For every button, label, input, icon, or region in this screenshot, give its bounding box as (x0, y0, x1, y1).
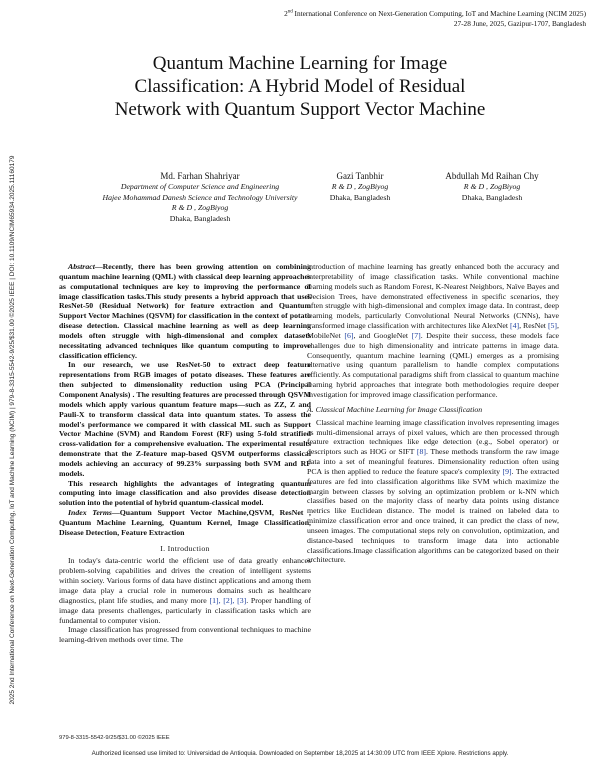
author-name: Md. Farhan Shahriyar (160, 171, 240, 181)
body-paragraph (307, 262, 559, 400)
citation-link[interactable]: [4] (510, 321, 520, 331)
author-name: Abdullah Md Raihan Chy (445, 171, 539, 181)
body-text: , ResNet (519, 321, 548, 331)
conference-number: 2 (284, 9, 288, 18)
title-line-2: Classification: A Hybrid Model of Residual (134, 76, 466, 97)
body-text: . These methods transform the raw image data into a set of meaningful features. Dimensionality reduction often using PCA is then applied to reduce the feature space's complexity (307, 447, 559, 476)
left-column (59, 262, 311, 645)
body-text: Classical machine learning image classification involves representing images as multi-dimensional arrays of pixel values, which are then processed through feature extraction techniques like edge detection (e.g., Sobel operator) or descriptors such as HOG or SIFT (307, 417, 559, 457)
citation-link[interactable]: [6] (344, 330, 354, 340)
author-location: Dhaka, Bangladesh (329, 192, 391, 202)
author-location: Dhaka, Bangladesh (169, 213, 231, 223)
abstract-text: —Recently, there has been growing attention on combining quantum machine learning (QML) with classical deep learning approaches as computational techniques are key to improving the performance of image classification tasks.This study presents a hybrid approach that uses ResNet-50 (Residual Network) for feature extraction and Quantum Support Vector Machines (QSVM) for classification in the context of potato disease detection. Classical machine learning as well as deep learning models often struggle with high-dimensional and complex datasets necessitating advanced techniques like quantum computing to improve classification efficiency. (59, 262, 311, 360)
author-location: Dhaka, Bangladesh (461, 192, 523, 202)
author-affiliation: R & D , ZogBiyog (463, 182, 521, 191)
citation-link[interactable]: [7] (411, 330, 421, 340)
paper-title (40, 52, 560, 121)
index-terms (59, 508, 311, 538)
right-column (307, 262, 559, 565)
body-text: . Despite their success, these models face challenges due to high dimensionality and intricate patterns in image data. Consequently, quantum machine learning (QML) emerges as a promising alternative using quantum parallelism to handle complex computations efficiently. As computational paradigms shift from classical to quantum machine learning hybrid approaches that integrate both methodologies require deeper investigation for improved image classification performance. (307, 330, 560, 399)
title-line-3: Network with Quantum Support Vector Machine (114, 99, 486, 120)
author-name: Gazi Tanbhir (336, 171, 384, 181)
body-paragraph (307, 418, 559, 566)
body-text: introduction of machine learning has greatly enhanced both the accuracy and interpretability of image classification tasks. While conventional machine learning models such as Random Forest, K-Nearest Neighbors, Naïve Bayes and Decision Trees, have demonstrated effectiveness in specific scenarios, they often struggle with high-dimensional and complex image data. In contrast, deep learning models, particularly Convolutional Neural Networks (CNNs), have transformed image classification with architectures like AlexNet (307, 262, 559, 331)
subsection-heading: A. Classical Machine Learning for Image Classification (307, 404, 483, 414)
citation-link[interactable]: [8] (416, 447, 426, 457)
section-heading: I. Introduction (160, 543, 210, 553)
conference-name: International Conference on Next-Generation Computing, IoT and Machine Learning (NCIM 2025) (292, 9, 586, 18)
body-text: In today's data-centric world the efficient use of data greatly enhances problem-solving capabilities and drives the creation of intelligent systems within society. Various forms of data have distinct applications and among them image data play a crucial role in numerous domains such as healthcare diagnostics, plant life studies, and many more (59, 556, 311, 605)
body-paragraph: Image classification has progressed from conventional techniques to machine learning-driven methods over time. The (59, 625, 311, 645)
author-affiliation: R & D , ZogBiyog (331, 182, 389, 191)
body-text: . The extracted features are fed into classification algorithms like SVM which maximize the margin between classes by solving an optimization problem or k-NN which classifies based on the majority class of nearby data points using distance metrics like Euclidean distance. The model is trained on labeled data to minimize classification error and once trained, it can predict the class of new, unseen images. The computational steps rely on convolution, optimization, and distance-based techniques to transform image data into actionable classifications.Image classification algorithms can be categorized based on their architecture. (307, 466, 559, 565)
body-text: , and GoogleNet (353, 330, 412, 340)
conference-line1 (166, 9, 586, 19)
citation-link[interactable]: [9] (502, 466, 512, 476)
doi-sidebar: 2025 2nd International Conference on Next-Generation Computing, IoT and Machine Learning (NCIM) | 979-8-3315-5542-9/25/$31.00 ©2025 IEEE | DOI: 10.1109/NCIM65934.2025.11160179 (9, 155, 16, 705)
body-text: . Proper handling of image data presents challenges, particularly in classification tasks which are fundamental to computer vision. (59, 595, 311, 625)
author-block-3 (412, 170, 572, 203)
author-block-1 (60, 170, 340, 224)
citation-link[interactable]: [1], [2], [3] (209, 595, 247, 605)
index-terms-label: Index Terms (68, 508, 112, 518)
conference-header (166, 9, 586, 28)
author-block-2 (300, 170, 420, 203)
isbn-footer: 979-8-3315-5542-9/25/$31.00 ©2025 IEEE (59, 735, 170, 741)
abstract-paragraph (59, 262, 311, 360)
title-line-1: Quantum Machine Learning for Image (152, 53, 448, 74)
body-text: , MobileNet (307, 321, 559, 340)
abstract-paragraph: In our research, we use ResNet-50 to extract deep feature representations from RGB images of potato diseases. These features are then subjected to dimensionality reduction using PCA (Principal Component Analysis) . The resulting features are processed through QSVM models which apply various quantum feature maps—such as ZZ, Z and Pauli-X to transform classical data into quantum states. To assess the model's performance we compared it with classical ML such as Support Vector Machine (SVM) and Random Forest (RF) using 5-fold stratified cross-validation for a comprehensive evaluation. The experimental results demonstrate that the Z-feature map-based QSVM outperforms classical models achieving an accuracy of 99.23% surpassing both SVM and RF models. (59, 360, 311, 478)
citation-link[interactable]: [5] (547, 321, 558, 331)
license-footer: Authorized licensed use limited to: Universidad de Antioquia. Downloaded on September 18,2025 at 14:30:09 UTC from IEEE Xplore. Restrictions apply. (91, 750, 509, 757)
author-affiliation: R & D , ZogBiyog (171, 203, 229, 213)
author-affiliation: Department of Computer Science and Engineering (120, 182, 280, 191)
index-terms-text: —Quantum Support Vector Machine,QSVM, ResNet , Quantum Machine Learning, Quantum Kernel, Image Classification, Disease Detection, Feature Extraction (59, 508, 311, 537)
author-affiliation: Hajee Mohammad Danesh Science and Technology University (102, 192, 298, 202)
abstract-label: Abstract (68, 262, 95, 271)
body-paragraph (59, 556, 311, 625)
conference-ordinal: nd (287, 9, 293, 15)
conference-line2: 27-28 June, 2025, Gazipur-1707, Bangladesh (453, 18, 586, 28)
abstract-paragraph: This research highlights the advantages of integrating quantum computing into image classification and also provides disease detection solution into the potential of hybrid quantum-classical model. (59, 478, 311, 508)
